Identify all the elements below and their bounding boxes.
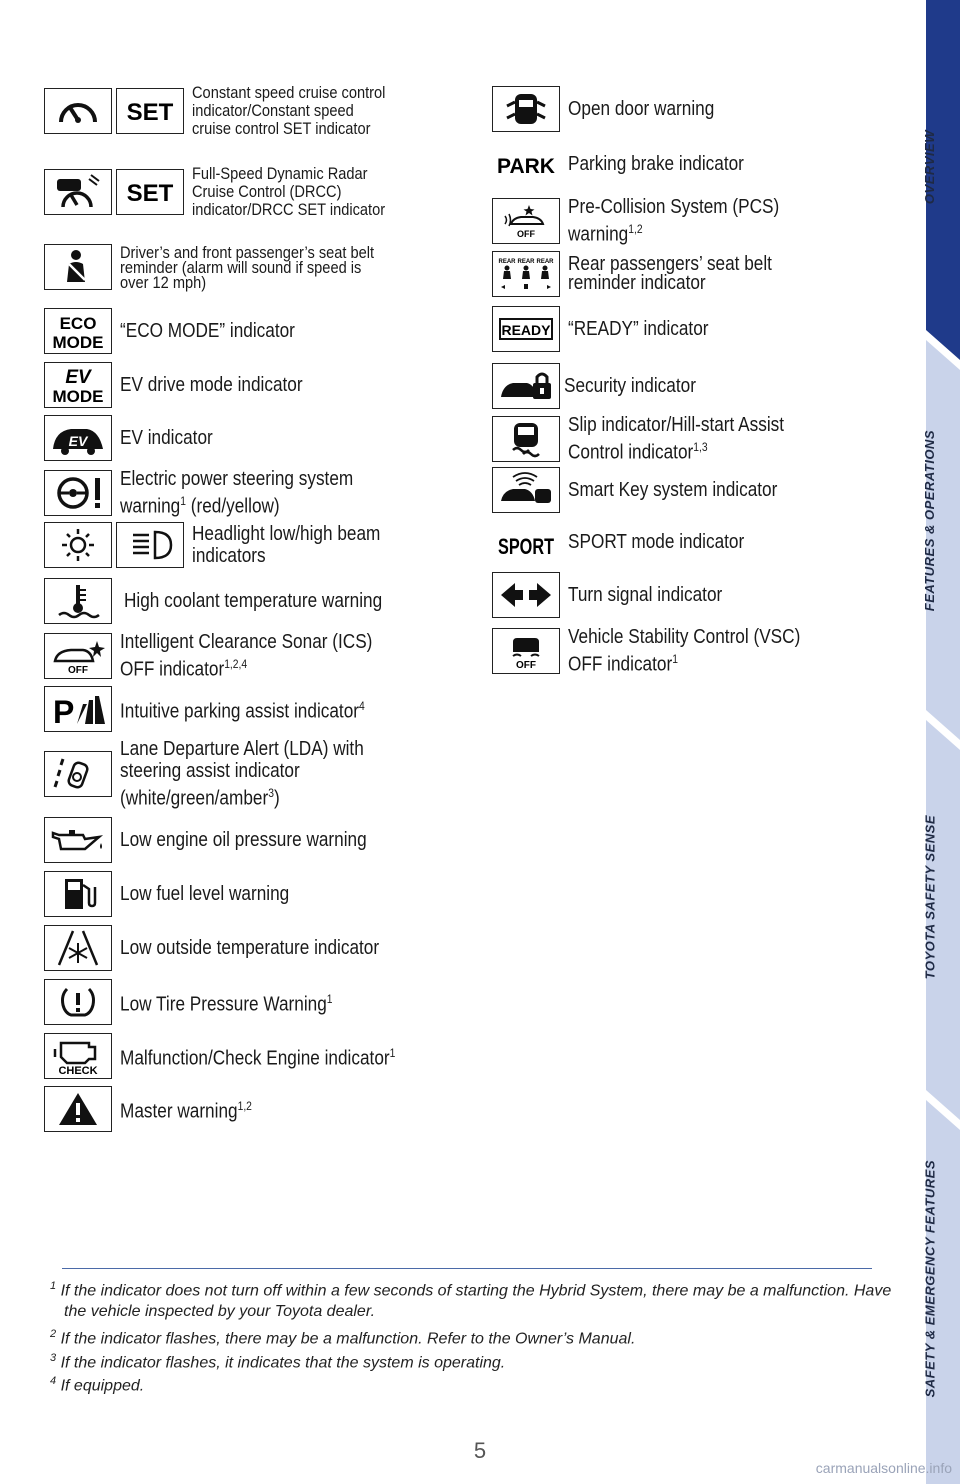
park-icon-text: PARK (497, 155, 555, 178)
indicator-label: Turn signal indicator (568, 584, 723, 606)
indicator-row-seatbelt (44, 244, 415, 290)
eps-label-tail: (red/yellow) (185, 495, 280, 518)
open-door-icon (492, 86, 560, 132)
pcs-label-text: Pre-Collision System (PCS) warning (568, 196, 780, 246)
indicator-label: Constant speed cruise control indicator/Constant speed cruise control SET indicator (192, 83, 386, 138)
indicator-row-ics (44, 631, 413, 681)
svg-text:REAR: REAR (517, 259, 535, 265)
indicator-row-turn-signal (492, 572, 747, 618)
indicator-label: Low fuel level warning (120, 883, 290, 905)
footnote-2 (50, 1324, 890, 1349)
footnote-ref: 1,2 (237, 1099, 252, 1114)
footnote-number: 3 (50, 1352, 57, 1364)
lda-label-text: Lane Departure Alert (LDA) with steering assist indicator (white/green/amber (120, 738, 364, 810)
svg-text:ECO: ECO (59, 314, 97, 333)
footnote-ref: 1 (180, 494, 186, 508)
vsc-label-text: Vehicle Stability Control (VSC) OFF indicator (568, 626, 801, 676)
footnote-number: 4 (50, 1375, 57, 1387)
footnote-ref: 1 (672, 652, 678, 666)
footnote-text: If the indicator flashes, it indicates that the system is operating. (60, 1354, 506, 1372)
svg-text:MODE: MODE (52, 333, 104, 352)
tab-overview[interactable]: OVERVIEW (922, 130, 937, 205)
indicator-row-fuel (44, 871, 317, 917)
security-car-lock-icon (492, 363, 560, 409)
slip-label-text: Slip indicator/Hill-start Assist Control indicator (568, 414, 785, 464)
footnote-ref: 1,2,4 (224, 657, 248, 671)
ready-text-icon (492, 306, 560, 352)
vsc-off-icon (492, 628, 560, 674)
indicator-row-oil (44, 817, 407, 863)
svg-text:REAR: REAR (536, 259, 554, 265)
snowflake-road-icon (44, 925, 112, 971)
eco-mode-icon (44, 308, 112, 354)
fuel-pump-icon (44, 871, 112, 917)
footnote-divider (62, 1268, 872, 1269)
tire-pressure-icon (44, 979, 112, 1025)
master-warning-icon (44, 1086, 112, 1132)
indicator-row-check-engine (44, 1033, 440, 1079)
indicator-label: “ECO MODE” indicator (120, 320, 295, 342)
indicator-label (120, 738, 364, 810)
indicator-label: Parking brake indicator (568, 153, 744, 175)
footnote-3 (50, 1348, 890, 1373)
parking-label-text: Intuitive parking assist indicator (120, 700, 360, 723)
eps-label-text: Electric power steering system warning (120, 468, 354, 518)
indicator-row-cruise (44, 84, 417, 138)
sonar-off-icon (44, 633, 112, 679)
ready-icon-text: READY (501, 322, 551, 338)
watermark: carmanualsonline.info (815, 1460, 952, 1476)
footnote-text: If the indicator flashes, there may be a malfunction. Refer to the Owner’s Manual. (60, 1330, 636, 1348)
ev-mode-icon (44, 362, 112, 408)
indicator-row-smart-key (492, 467, 811, 513)
indicator-label (120, 988, 333, 1016)
tab-toyota-safety-sense[interactable]: TOYOTA SAFETY SENSE (922, 815, 937, 980)
indicator-row-lda (44, 738, 403, 810)
set-text-icon (116, 88, 184, 134)
lda-label-tail: ) (273, 787, 280, 810)
indicator-row-coolant (44, 578, 424, 624)
footnote-ref: 3 (268, 786, 274, 800)
svg-text:P: P (53, 694, 75, 730)
indicator-label: Low outside temperature indicator (120, 937, 380, 959)
steering-warning-icon (44, 470, 112, 516)
coolant-temp-icon (44, 578, 112, 624)
indicator-row-headlight (44, 522, 411, 568)
sport-icon-text: SPORT (498, 534, 555, 559)
indicator-row-ev (44, 415, 228, 461)
indicator-label: Driver’s and front passenger’s seat belt reminder (alarm will sound if speed is over 12 mph) (120, 242, 375, 292)
indicator-label (120, 631, 372, 681)
seatbelt-icon (44, 244, 112, 290)
radar-cruise-icon (44, 169, 112, 215)
svg-text:EV: EV (65, 367, 91, 388)
sonar-off-text: OFF (68, 664, 88, 676)
footnote-text: If the indicator does not turn off within a few seconds of starting the Hybrid System, there may be a malfunction. Have the vehicle inspected by your Toyota dealer. (60, 1282, 892, 1321)
indicator-row-open-door (492, 86, 738, 132)
indicator-label: Smart Key system indicator (568, 479, 778, 501)
footnote-4 (50, 1371, 890, 1396)
indicator-row-ev-mode (44, 362, 332, 408)
smart-key-icon (492, 467, 560, 513)
indicator-label: SPORT mode indicator (568, 531, 745, 553)
tpms-label-text: Low Tire Pressure Warning (120, 993, 327, 1016)
sport-text-icon (492, 519, 560, 565)
check-label-text: Malfunction/Check Engine indicator (120, 1047, 390, 1070)
tab-features-operations[interactable]: FEATURES & OPERATIONS (922, 430, 937, 612)
indicator-row-drcc (44, 165, 417, 219)
footnote-text: If equipped. (60, 1377, 145, 1395)
oil-can-icon (44, 817, 112, 863)
indicator-row-tpms (44, 979, 367, 1025)
turn-signal-icon (492, 572, 560, 618)
cruise-gauge-icon (44, 88, 112, 134)
indicator-label (120, 1042, 395, 1070)
indicator-row-vsc (492, 626, 838, 676)
footnote-ref: 1 (389, 1046, 396, 1061)
rear-seatbelt-icon (492, 251, 560, 297)
indicator-label: Security indicator (564, 375, 696, 397)
indicator-label: Low engine oil pressure warning (120, 829, 367, 851)
set-text-icon (116, 169, 184, 215)
lane-departure-icon (44, 751, 112, 797)
indicator-label: EV drive mode indicator (120, 374, 303, 396)
svg-text:EV: EV (68, 433, 88, 449)
page-number: 5 (473, 1438, 487, 1463)
indicator-row-sport (492, 519, 773, 565)
indicator-label: Open door warning (568, 98, 715, 120)
footnote-ref: 1,2 (628, 222, 643, 236)
high-beam-icon (116, 522, 184, 568)
pcs-off-icon (492, 198, 560, 244)
ics-label-text: Intelligent Clearance Sonar (ICS) OFF indicator (120, 631, 373, 681)
check-engine-icon (44, 1033, 112, 1079)
tab-safety-emergency[interactable]: SAFETY & EMERGENCY FEATURES (922, 1160, 937, 1398)
footnote-ref: 4 (359, 699, 365, 714)
indicator-row-pcs (492, 196, 814, 246)
slip-icon (492, 416, 560, 462)
ev-car-icon (44, 415, 112, 461)
indicator-row-eps (44, 468, 391, 518)
indicator-label: EV indicator (120, 427, 213, 449)
footnote-number: 2 (50, 1328, 57, 1340)
footnote-ref: 1 (326, 992, 333, 1007)
indicator-row-security (492, 363, 717, 409)
pcs-off-text: OFF (517, 228, 535, 239)
park-text-icon (492, 141, 560, 187)
master-label-text: Master warning (120, 1100, 238, 1123)
parking-assist-icon (44, 686, 112, 732)
indicator-label (568, 626, 800, 676)
indicator-label: Rear passengers’ seat belt reminder indicator (568, 253, 772, 294)
indicator-row-master-warning (44, 1086, 273, 1132)
indicator-row-slip (492, 414, 819, 464)
indicator-label (568, 414, 784, 464)
indicator-label (120, 695, 365, 723)
indicator-row-rear-seatbelt (492, 251, 805, 297)
low-beam-icon (44, 522, 112, 568)
set-icon-text: SET (126, 99, 174, 126)
svg-text:REAR: REAR (498, 259, 516, 265)
footnote-ref: 1,3 (693, 440, 708, 454)
indicator-label (568, 196, 779, 246)
indicator-label (120, 1095, 252, 1123)
footnote-number: 1 (50, 1280, 57, 1292)
indicator-label (120, 468, 353, 518)
indicator-row-ready (492, 306, 731, 352)
indicator-label: “READY” indicator (568, 318, 709, 340)
indicator-label: High coolant temperature warning (124, 590, 383, 612)
indicator-row-eco-mode (44, 308, 323, 354)
indicator-label: Full-Speed Dynamic Radar Cruise Control (DRCC) indicator/DRCC SET indicator (192, 164, 386, 219)
footnote-1 (50, 1276, 904, 1322)
indicator-label: Headlight low/high beam indicators (192, 523, 381, 567)
indicator-row-park (492, 141, 773, 187)
set-icon-text: SET (126, 180, 174, 207)
check-icon-text: CHECK (58, 1065, 98, 1077)
indicator-row-parking-assist (44, 686, 405, 732)
vsc-off-text: OFF (516, 659, 536, 671)
indicator-row-low-temp (44, 925, 421, 971)
svg-text:MODE: MODE (52, 387, 104, 406)
